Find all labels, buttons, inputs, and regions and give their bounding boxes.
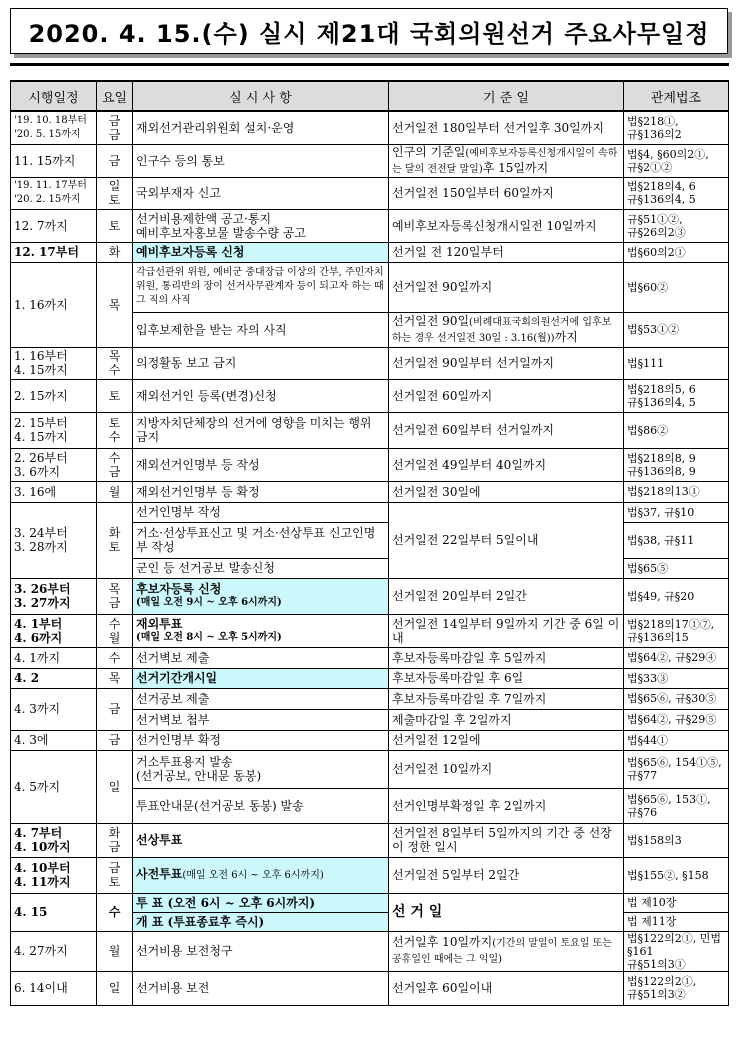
- table-row: [11, 144, 729, 177]
- law-cell: 법§218의13①: [624, 481, 729, 502]
- action-cell: 국외부재자 신고: [133, 177, 389, 209]
- header-action: 실 시 사 항: [133, 81, 389, 111]
- date-cell: 3. 26부터 3. 27까지: [11, 578, 97, 614]
- standard-cell: 선 거 일: [389, 893, 624, 931]
- table-row: [11, 412, 729, 448]
- action-cell: 군인 등 선거공보 발송신청: [133, 558, 389, 578]
- day-cell: 화: [97, 242, 133, 262]
- action-cell: 선거비용 보전: [133, 971, 389, 1005]
- action-cell: 투 표 (오전 6시 ~ 오후 6시까지): [133, 893, 389, 912]
- action-cell: 거소·선상투표신고 및 거소·선상투표 신고인명부 작성: [133, 522, 389, 558]
- standard-cell: 선거일후 60일이내: [389, 971, 624, 1005]
- table-row: [11, 730, 729, 750]
- action-cell: 거소투표용지 발송 (선거공보, 안내문 동봉): [133, 750, 389, 788]
- divider: [10, 63, 729, 66]
- day-cell: 목 금: [97, 578, 133, 614]
- day-cell: 금 금: [97, 111, 133, 144]
- standard-cell: 선거일전 12일에: [389, 730, 624, 750]
- standard-cell: 선거일전 90일부터 선거일까지: [389, 347, 624, 379]
- standard-cell: 선거일전 60일까지: [389, 379, 624, 412]
- law-cell: 법§53①②: [624, 312, 729, 347]
- table-row: [11, 750, 729, 788]
- table-row: [11, 177, 729, 209]
- table-row: [11, 931, 729, 971]
- header-day: 요일: [97, 81, 133, 111]
- date-cell: 12. 17부터: [11, 242, 97, 262]
- standard-cell: 예비후보자등록신청개시일전 10일까지: [389, 209, 624, 242]
- date-cell: 11. 15까지: [11, 144, 97, 177]
- header-standard: 기 준 일: [389, 81, 624, 111]
- table-row: [11, 893, 729, 912]
- standard-cell: 선거일전 180일부터 선거일후 30일까지: [389, 111, 624, 144]
- day-cell: 금: [97, 730, 133, 750]
- day-cell: 화 금: [97, 823, 133, 857]
- action-cell: 선거비용 보전청구: [133, 931, 389, 971]
- standard-cell: 선거일전 90일(비례대표국회의원선거에 입후보하는 경우 선거일전 30일 : 3.16(월))까지: [389, 312, 624, 347]
- law-cell: 법§155②, §158: [624, 857, 729, 893]
- day-cell: 수 금: [97, 448, 133, 481]
- day-cell: 화 토: [97, 502, 133, 578]
- action-cell: 인구수 등의 통보: [133, 144, 389, 177]
- date-cell: 3. 24부터 3. 28까지: [11, 502, 97, 578]
- action-cell: 투표안내문(선거공보 동봉) 발송: [133, 788, 389, 823]
- action-cell: 후보자등록 신청 (매일 오전 9시 ~ 오후 6시까지): [133, 578, 389, 614]
- standard-cell: 선거일전 22일부터 5일이내: [389, 502, 624, 578]
- date-cell: 3. 16에: [11, 481, 97, 502]
- table-row: [11, 971, 729, 1005]
- table-row: [11, 614, 729, 647]
- date-cell: 4. 10부터 4. 11까지: [11, 857, 97, 893]
- table-row: [11, 481, 729, 502]
- date-cell: 12. 7까지: [11, 209, 97, 242]
- date-cell: 4. 15: [11, 893, 97, 931]
- law-cell: 법§64②, 규§29④: [624, 647, 729, 668]
- law-cell: 법§111: [624, 347, 729, 379]
- date-cell: 4. 3까지: [11, 688, 97, 730]
- table-row: [11, 857, 729, 893]
- standard-cell: 선거일전 20일부터 2일간: [389, 578, 624, 614]
- date-cell: 2. 15까지: [11, 379, 97, 412]
- law-cell: 법§33③: [624, 668, 729, 688]
- table-row: [11, 668, 729, 688]
- day-cell: 월: [97, 931, 133, 971]
- law-cell: 법§65⑥, 153①, 규§76: [624, 788, 729, 823]
- law-cell: 법§64②, 규§29⑤: [624, 709, 729, 730]
- action-cell: 지방자치단체장의 선거에 영향을 미치는 행위 금지: [133, 412, 389, 448]
- action-cell: 재외선거인 등록(변경)신청: [133, 379, 389, 412]
- table-row: [11, 262, 729, 312]
- law-cell: 법§60②: [624, 262, 729, 312]
- table-row: [11, 347, 729, 379]
- date-cell: 6. 14이내: [11, 971, 97, 1005]
- action-cell: 선거공보 제출: [133, 688, 389, 709]
- date-cell: 1. 16부터 4. 15까지: [11, 347, 97, 379]
- action-cell: 선거인명부 확정: [133, 730, 389, 750]
- day-cell: 금: [97, 688, 133, 730]
- law-cell: 법§218의4, 6 규§136의4, 5: [624, 177, 729, 209]
- action-cell: 선거벽보 제출: [133, 647, 389, 668]
- law-cell: 법§65⑥, 규§30⑤: [624, 688, 729, 709]
- day-cell: 금: [97, 144, 133, 177]
- law-cell: 법§49, 규§20: [624, 578, 729, 614]
- day-cell: 금 토: [97, 857, 133, 893]
- day-cell: 월: [97, 481, 133, 502]
- day-cell: 토: [97, 379, 133, 412]
- day-cell: 일 토: [97, 177, 133, 209]
- action-cell: 예비후보자등록 신청: [133, 242, 389, 262]
- day-cell: 수: [97, 647, 133, 668]
- table-row: [11, 242, 729, 262]
- standard-cell: 선거일 전 120일부터: [389, 242, 624, 262]
- law-cell: 법§37, 규§10: [624, 502, 729, 522]
- page-title: 2020. 4. 15.(수) 실시 제21대 국회의원선거 주요사무일정: [10, 8, 728, 54]
- date-cell: 4. 2: [11, 668, 97, 688]
- day-cell: 수 월: [97, 614, 133, 647]
- day-cell: 목: [97, 668, 133, 688]
- day-cell: 목: [97, 262, 133, 347]
- law-cell: 법 제10장: [624, 893, 729, 912]
- date-cell: 4. 5까지: [11, 750, 97, 823]
- date-cell: 4. 7부터 4. 10까지: [11, 823, 97, 857]
- day-cell: 토 수: [97, 412, 133, 448]
- standard-cell: 선거일전 5일부터 2일간: [389, 857, 624, 893]
- law-cell: 법§122의2①, 민법§161 규§51의3①: [624, 931, 729, 971]
- table-row: [11, 823, 729, 857]
- standard-cell: 인구의 기준일(예비후보자등록신청개시일이 속하는 달의 전전달 말일)후 15일까지: [389, 144, 624, 177]
- day-cell: 일: [97, 971, 133, 1005]
- date-cell: 1. 16까지: [11, 262, 97, 347]
- action-cell: 선거벽보 첩부: [133, 709, 389, 730]
- action-cell: 선상투표: [133, 823, 389, 857]
- table-row: [11, 647, 729, 668]
- table-header-row: [11, 81, 729, 111]
- standard-cell: 선거일전 10일까지: [389, 750, 624, 788]
- date-cell: '19. 11. 17부터 '20. 2. 15까지: [11, 177, 97, 209]
- standard-cell: 선거일전 8일부터 5일까지의 기간 중 선장이 정한 일시: [389, 823, 624, 857]
- law-cell: 법§65⑥, 154①⑤, 규§77: [624, 750, 729, 788]
- table-row: [11, 502, 729, 522]
- day-cell: 토: [97, 209, 133, 242]
- standard-cell: 선거일전 60일부터 선거일까지: [389, 412, 624, 448]
- standard-cell: 선거일전 14일부터 9일까지 기간 중 6일 이내: [389, 614, 624, 647]
- action-cell: 재외투표 (매일 오전 8시 ~ 오후 5시까지): [133, 614, 389, 647]
- date-cell: '19. 10. 18부터 '20. 5. 15까지: [11, 111, 97, 144]
- law-cell: 법§4, §60의2①, 규§2①②: [624, 144, 729, 177]
- action-cell: 입후보제한을 받는 자의 사직: [133, 312, 389, 347]
- law-cell: 법§218의5, 6 규§136의4, 5: [624, 379, 729, 412]
- action-cell: 사전투표(매일 오전 6시 ~ 오후 6시까지): [133, 857, 389, 893]
- schedule-table: [10, 80, 729, 1006]
- standard-cell: 선거인명부확정일 후 2일까지: [389, 788, 624, 823]
- date-cell: 4. 1부터 4. 6까지: [11, 614, 97, 647]
- law-cell: 법§158의3: [624, 823, 729, 857]
- standard-cell: 선거일전 150일부터 60일까지: [389, 177, 624, 209]
- date-cell: 2. 26부터 3. 6까지: [11, 448, 97, 481]
- standard-cell: 후보자등록마감일 후 7일까지: [389, 688, 624, 709]
- action-cell: 선거비용제한액 공고·통지 예비후보자홍보물 발송수량 공고: [133, 209, 389, 242]
- standard-cell: 후보자등록마감일 후 6일: [389, 668, 624, 688]
- action-cell: 의정활동 보고 금지: [133, 347, 389, 379]
- law-cell: 법 제11장: [624, 912, 729, 931]
- law-cell: 법§218①, 규§136의2: [624, 111, 729, 144]
- header-law: 관계법조: [624, 81, 729, 111]
- law-cell: 법§218의8, 9 규§136의8, 9: [624, 448, 729, 481]
- action-cell: 재외선거관리위원회 설치·운영: [133, 111, 389, 144]
- date-cell: 4. 27까지: [11, 931, 97, 971]
- standard-cell: 후보자등록마감일 후 5일까지: [389, 647, 624, 668]
- action-cell: 각급선관위 위원, 예비군 중대장급 이상의 간부, 주민자치위원, 통리반의 장이 선거사무관계자 등이 되고자 하는 때 그 직의 사직: [133, 262, 389, 312]
- action-cell: 개 표 (투표종료후 즉시): [133, 912, 389, 931]
- action-cell: 재외선거인명부 등 확정: [133, 481, 389, 502]
- date-cell: 2. 15부터 4. 15까지: [11, 412, 97, 448]
- standard-cell: 제출마감일 후 2일까지: [389, 709, 624, 730]
- law-cell: 법§122의2①, 규§51의3②: [624, 971, 729, 1005]
- date-cell: 4. 1까지: [11, 647, 97, 668]
- table-row: [11, 379, 729, 412]
- date-cell: 4. 3에: [11, 730, 97, 750]
- action-cell: 선거인명부 작성: [133, 502, 389, 522]
- standard-cell: 선거일전 90일까지: [389, 262, 624, 312]
- law-cell: 법§44①: [624, 730, 729, 750]
- day-cell: 일: [97, 750, 133, 823]
- header-date: 시행일정: [11, 81, 97, 111]
- table-row: [11, 688, 729, 709]
- law-cell: 법§38, 규§11: [624, 522, 729, 558]
- action-cell: 선거기간개시일: [133, 668, 389, 688]
- action-cell: 재외선거인명부 등 작성: [133, 448, 389, 481]
- standard-cell: 선거일후 10일까지(기간의 말일이 토요일 또는 공휴일인 때에는 그 익일): [389, 931, 624, 971]
- law-cell: 법§86②: [624, 412, 729, 448]
- table-row: [11, 111, 729, 144]
- law-cell: 규§51①②, 규§26의2③: [624, 209, 729, 242]
- day-cell: 목 수: [97, 347, 133, 379]
- standard-cell: 선거일전 49일부터 40일까지: [389, 448, 624, 481]
- table-row: [11, 578, 729, 614]
- day-cell: 수: [97, 893, 133, 931]
- standard-cell: 선거일전 30일에: [389, 481, 624, 502]
- law-cell: 법§218의17①⑦, 규§136의15: [624, 614, 729, 647]
- table-row: [11, 209, 729, 242]
- law-cell: 법§60의2①: [624, 242, 729, 262]
- table-row: [11, 448, 729, 481]
- law-cell: 법§65⑤: [624, 558, 729, 578]
